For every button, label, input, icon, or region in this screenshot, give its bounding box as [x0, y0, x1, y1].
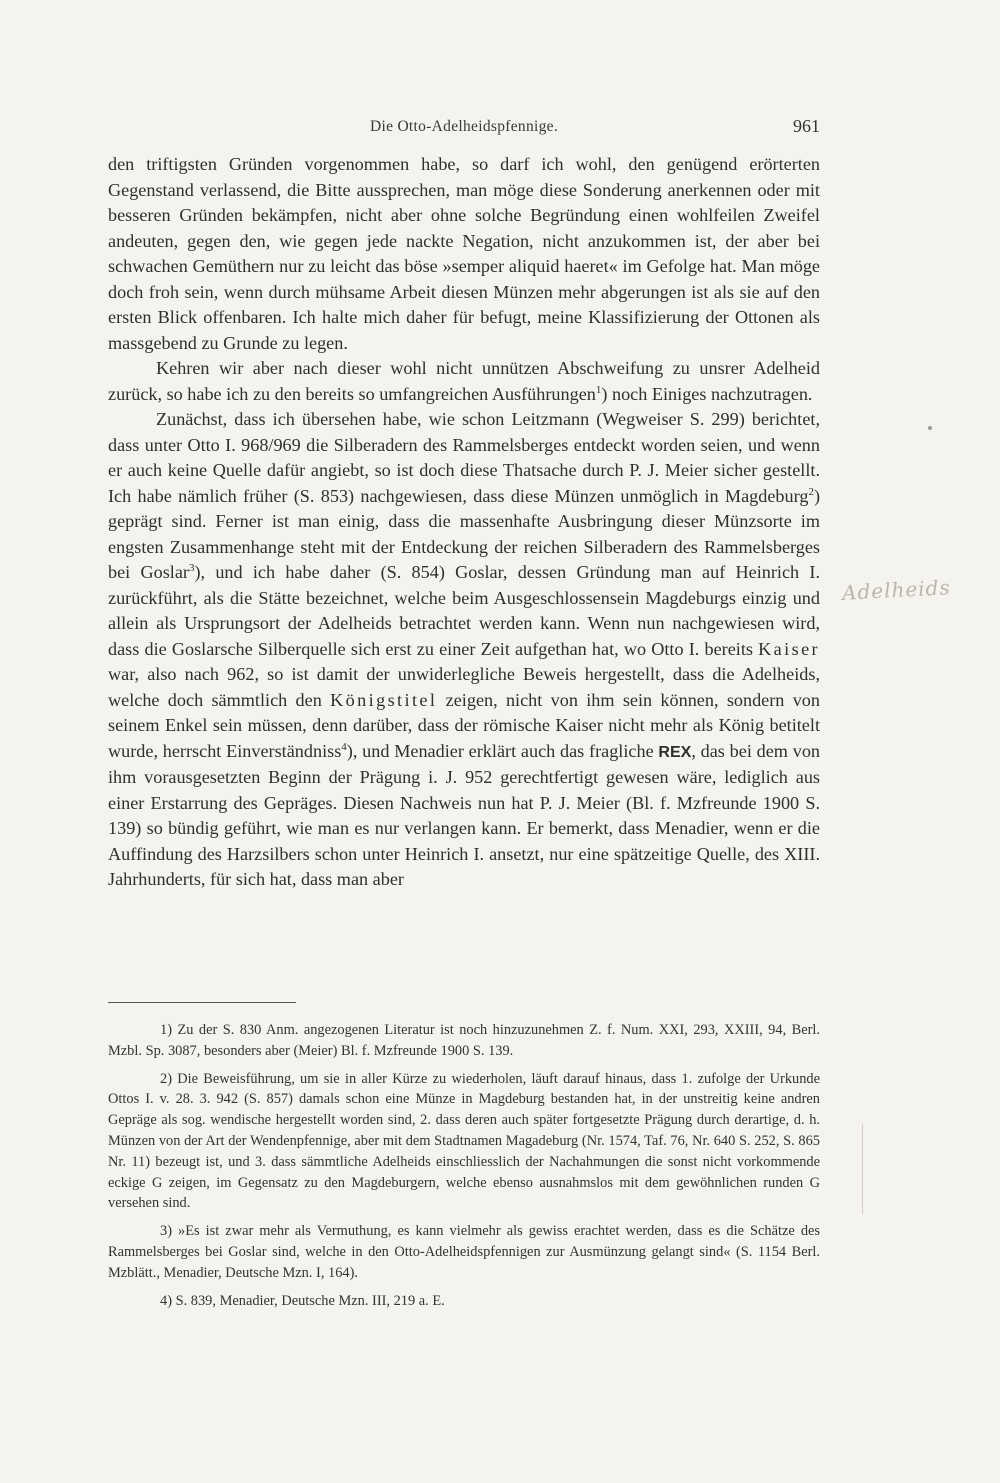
footnote-ref-3: 3	[188, 561, 195, 574]
paragraph-2-text: Kehren wir aber nach dieser wohl nicht unnützen Abschweifung zu unsrer Adelheid zurück, so habe ich zu den bereits so umfangreichen Ausführungen	[108, 358, 820, 404]
spaced-word-kaiser: Kaiser	[758, 638, 820, 659]
spaced-word-koenigstitel: Königstitel	[330, 689, 438, 710]
footnote-ref-4: 4	[341, 740, 347, 753]
paragraph-3	[108, 407, 820, 893]
paragraph-3-part-b: ) geprägt sind. Ferner ist man einig, dass die massenhafte Ausbringung dieser Münzsorte im engsten Zusammenhange steht mit der Entdeckung der reichen Silberadern des Rammelsberges bei Goslar	[108, 485, 820, 582]
paragraph-2-end: ) noch Einiges nachzutragen.	[601, 383, 813, 404]
footnote-ref-1: 1	[595, 383, 602, 396]
margin-pencil-line	[862, 1124, 863, 1214]
footnote-4: 4) S. 839, Menadier, Deutsche Mzn. III, 219 a. E.	[160, 1292, 445, 1309]
paragraph-3-part-a: Zunächst, dass ich übersehen habe, wie schon Leitzmann (Wegweiser S. 299) berichtet, dass unter Otto I. 968/969 die Silberadern des Rammelsberges entdeckt worden seien, und wenn er auch keine Quelle dafür angiebt, so ist doch diese Thatsache durch P. J. Meier sicher gestellt. Ich habe nämlich früher (S. 853) nachgewiesen, dass diese Münzen unmöglich in Magdeburg	[108, 409, 820, 506]
running-title: Die Otto-Adelheidspfennige.	[369, 118, 559, 135]
handwritten-margin-note: Adelheids	[841, 575, 952, 605]
ink-speck	[928, 426, 932, 430]
running-header	[108, 118, 820, 142]
paragraph-3-part-e: zeigen, nicht von ihm sein können, sondern von seinem Enkel sein müssen, denn darüber, dass der römische Kaiser nicht mehr als König betitelt wurde, herrscht Einverständniss	[108, 689, 820, 761]
paragraph-3-part-d: war, also nach 962, so ist damit der unwiderlegliche Beweis hergestellt, dass die Adelheids, welche doch sämmtlich den	[108, 664, 820, 710]
paragraph-2	[108, 356, 820, 407]
footnote-3: 3) »Es ist zwar mehr als Vermuthung, es kann vielmehr als gewiss erachtet werden, dass es die Schätze des Rammelsberges bei Goslar sind, welche in den Otto-Adelheidspfennigen zur Ausmünzung gelangt sind« (S. 1154 Berl. Mzblätt., Menadier, Deutsche Mzn. I, 164).	[108, 1223, 820, 1281]
paragraph-3-part-f: ), und Menadier erklärt auch das fragliche	[346, 740, 659, 761]
footnote-2: 2) Die Beweisführung, um sie in aller Kürze zu wiederholen, läuft darauf hinaus, dass 1. zufolge der Urkunde Ottos I. v. 28. 3. 942 (S. 857) damals schon eine Münze in Magdeburg bestanden hat, in der unstreitig keine andren Gepräge als sog. wendische hergestellt worden sind, 2. dass deren auch später fortgesetzte Prägung durch derartige, d. h. Münzen von der Art der Wendenpfennige, aber mit dem Stadtnamen Magadeburg (Nr. 1574, Taf. 76, Nr. 640 S. 252, S. 865 Nr. 11) bezeugt ist, und 3. dass sämmtliche Adelheids einschliesslich der Nachahmungen die sonst nicht vorkommende eckige G zeigen, im Gegensatz zu den Magdeburgern, welche ebenso ausnahmslos mit dem gewöhnlichen runden G versehen sind.	[108, 1070, 820, 1212]
main-text	[108, 152, 820, 893]
footnote-divider	[108, 1002, 296, 1003]
paragraph-1: den triftigsten Gründen vorgenommen habe, so darf ich wohl, den genügend erörterten Gegenstand verlassend, die Bitte aussprechen, man möge diese Sonderung anerkennen oder mit besseren Gründen bekämpfen, nicht aber ohne solche Begründung einen wohlfeilen Zweifel andeuten, gegen den, wie gegen jede nackte Negation, nicht anzukommen ist, der aber bei schwachen Gemüthern nur zu leicht das böse »semper aliquid haeret« im Gefolge hat. Man möge doch froh sein, wenn durch mühsame Arbeit diesen Münzen mehr abgerungen ist als sie auf den ersten Blick offenbaren. Ich halte mich daher für befugt, meine Klassifizierung der Ottonen als massgebend zu Grunde zu legen.	[108, 154, 820, 353]
footnote-ref-2: 2	[808, 485, 814, 498]
page-number: 961	[793, 116, 820, 136]
paragraph-3-part-g: , das bei dem von ihm vorausgesetzten Beginn der Prägung i. J. 952 gerechtfertigt gewesen wäre, lediglich aus einer Erstarrung des Gepräges. Diesen Nachweis nun hat P. J. Meier (Bl. f. Mzfreunde 1900 S. 139) so bündig geführt, wie man es nur verlangen kann. Er bemerkt, dass Menadier, wenn er die Auffindung des Harzsilbers schon unter Heinrich I. ansetzt, nur eine spätzeitige Quelle, des XIII. Jahrhunderts, für sich hat, dass man aber	[108, 740, 821, 889]
rex-word: REX	[658, 743, 692, 761]
paragraph-3-part-c: ), und ich habe daher (S. 854) Goslar, dessen Gründung man auf Heinrich I. zurückführt, als die Stätte bezeichnet, welche beim Ausgeschlossensein Magdeburgs einzig und allein als Ursprungsort der Adelheids betrachtet werden kann. Wenn nun nachgewiesen wird, dass die Goslarsche Silberquelle sich erst zu einer Zeit aufgethan hat, wo Otto I. bereits	[108, 562, 820, 659]
footnote-1: 1) Zu der S. 830 Anm. angezogenen Literatur ist noch hinzuzunehmen Z. f. Num. XXI, 293, XXIII, 94, Berl. Mzbl. Sp. 3087, besonders aber (Meier) Bl. f. Mzfreunde 1900 S. 139.	[108, 1022, 820, 1059]
footnotes	[108, 1020, 820, 1318]
